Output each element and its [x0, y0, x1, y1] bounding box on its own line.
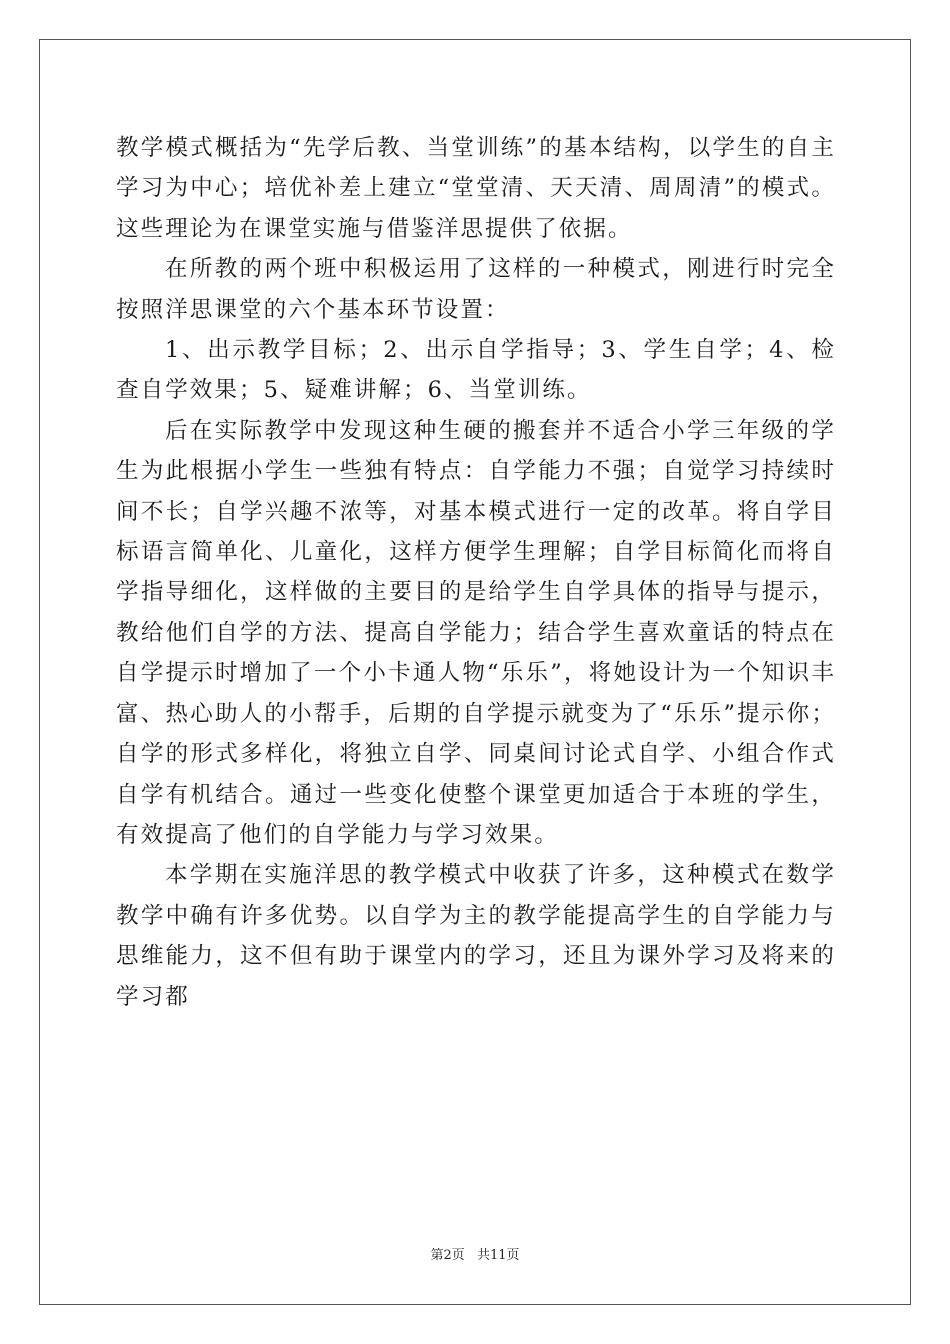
paragraph: 本学期在实施洋思的教学模式中收获了许多，这种模式在数学教学中确有许多优势。以自学为主的教学能提高学生的自学能力与思维能力，这不但有助于课堂内的学习，还且为课外学习及将来的学习都	[116, 862, 836, 1010]
paragraph: 在所教的两个班中积极运用了这样的一种模式，刚进行时完全按照洋思课堂的六个基本环节设置：	[116, 256, 836, 323]
paragraph: 后在实际教学中发现这种生硬的搬套并不适合小学三年级的学生为此根据小学生一些独有特点：自学能力不强；自觉学习持续时间不长；自学兴趣不浓等，对基本模式进行一定的改革。将自学目标语言简单化、儿童化，这样方便学生理解；自学目标简化而将自学指导细化，这样做的主要目的是给学生自学具体的指导与提示，教给他们自学的方法、提高自学能力；结合学生喜欢童话的特点在自学提示时增加了一个小卡通人物“乐乐”，将她设计为一个知识丰富、热心助人的小帮手，后期的自学提示就变为了“乐乐”提示你；自学的形式多样化，将独立自学、同桌间讨论式自学、小组合作式自学有机结合。通过一些变化使整个课堂更加适合于本班的学生，有效提高了他们的自学能力与学习效果。	[116, 417, 836, 848]
page-footer	[0, 1248, 950, 1264]
paragraph-continued: 教学模式概括为“先学后教、当堂训练”的基本结构，以学生的自主学习为中心；培优补差上建立“堂堂清、天天清、周周清”的模式。这些理论为在课堂实施与借鉴洋思提供了依据。	[116, 135, 836, 242]
page-number: 第2页	[430, 1248, 465, 1263]
page-total: 共11页	[476, 1248, 520, 1263]
document-body	[116, 128, 836, 1017]
paragraph-steps: 1、出示教学目标；2、出示自学指导；3、学生自学；4、检查自学效果；5、疑难讲解；6、当堂训练。	[116, 337, 836, 404]
